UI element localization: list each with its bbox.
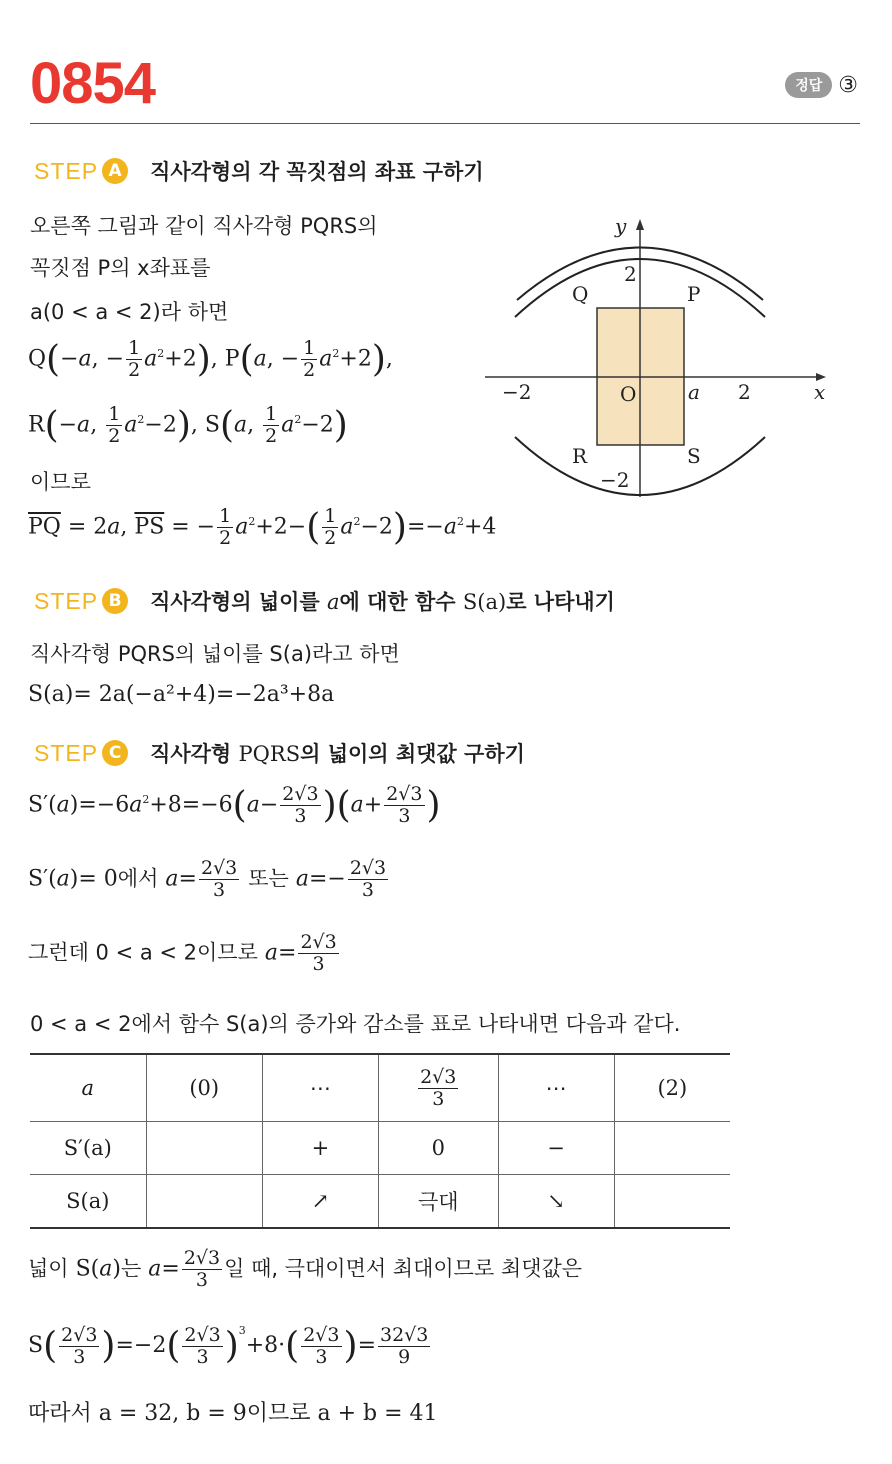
- step-a-heading: [34, 156, 484, 186]
- curve-lower: [515, 437, 765, 495]
- header-divider: [30, 123, 860, 124]
- table-cell: 극대: [378, 1175, 498, 1229]
- step-word: STEP: [34, 587, 99, 614]
- final-answer: 따라서 a = 32, b = 9이므로 a + b = 41: [28, 1401, 438, 1426]
- step-c-heading: [34, 738, 525, 768]
- problem-number: 0854: [30, 51, 156, 116]
- step-a-line2: 꼭짓점 P의 x좌표를: [30, 256, 211, 280]
- coords-qp: Q(−a, − $\frac{1}{2}$ $a^2+2$), P(a, − $\frac{1}{2}$ $a^2+2$),: [28, 337, 393, 381]
- table-cell: ⋯: [262, 1054, 378, 1122]
- label-x-two: 2: [738, 380, 751, 404]
- curve-upper: [515, 259, 765, 317]
- step-a-line1: 오른쪽 그림과 같이 직사각형 PQRS의: [30, 214, 378, 238]
- step-a-title: 직사각형의 각 꼭짓점의 좌표 구하기: [150, 160, 484, 184]
- step-c-title: 직사각형 PQRS의 넓이의 최댓값 구하기: [150, 742, 525, 766]
- graph-main: [480, 205, 840, 505]
- answer-badge: 정답: [785, 72, 832, 98]
- label-s: S: [687, 444, 701, 468]
- step-b-line1: 직사각형 PQRS의 넓이를 S(a)라고 하면: [30, 642, 400, 666]
- however-line: 그런데 0 < a < 2이므로 a= $\frac{2√3}{3}$: [28, 931, 337, 975]
- step-a-line3: a(0 < a < 2)라 하면: [30, 300, 229, 324]
- step-word: STEP: [34, 739, 99, 766]
- step-b-heading: [34, 586, 615, 616]
- table-cell: ⋯: [498, 1054, 614, 1122]
- max-line: 넓이 S(a)는 a= $\frac{2√3}{3}$ 일 때, 극대이면서 최대이므로 최댓값은: [28, 1247, 583, 1291]
- answer-value: ③: [838, 72, 858, 98]
- step-letter-c: C: [102, 740, 128, 766]
- label-a: a: [688, 380, 700, 404]
- label-p: P: [687, 282, 701, 306]
- table-cell: ↘: [498, 1175, 614, 1229]
- answer-box: [785, 72, 858, 98]
- table-cell: ↗: [262, 1175, 378, 1229]
- table-cell: (2): [614, 1054, 730, 1122]
- table-row: [30, 1122, 730, 1175]
- label-y-two: 2: [624, 262, 637, 286]
- table-cell: $\frac{2√3}{3}$: [378, 1054, 498, 1122]
- coords-rs: R(−a, $\frac{1}{2}$ $a^2-2$), S(a, $\frac{1}{2}$ $a^2-2$): [28, 403, 348, 447]
- label-y: y: [615, 214, 627, 238]
- table-cell: [146, 1122, 262, 1175]
- table-cell: S(a): [30, 1175, 146, 1229]
- label-origin: O: [620, 382, 637, 406]
- table-row: [30, 1054, 730, 1122]
- table-cell: 0: [378, 1122, 498, 1175]
- table-cell: (0): [146, 1054, 262, 1122]
- table-cell: −: [498, 1122, 614, 1175]
- critical-points: S′(a)= 0에서 a= $\frac{2√3}{3}$ 또는 a=− $\frac{2√3}{3}$: [28, 857, 387, 901]
- label-q: Q: [572, 282, 589, 306]
- step-letter-b: B: [102, 588, 128, 614]
- step-b-title: 직사각형의 넓이를 a에 대한 함수 S(a)로 나타내기: [150, 590, 615, 614]
- table-cell: a: [30, 1054, 146, 1122]
- label-y-neg-two: −2: [600, 468, 630, 492]
- step-word: STEP: [34, 157, 99, 184]
- table-cell: +: [262, 1122, 378, 1175]
- table-cell: [146, 1175, 262, 1229]
- table-intro: 0 < a < 2에서 함수 S(a)의 증가와 감소를 표로 나타내면 다음과 같다.: [30, 1012, 681, 1036]
- derivative-eq: $S'(a)=-6a^2+8=-6(a-$ $\frac{2√3}{3}$ )(a+ $\frac{2√3}{3}$ ): [28, 783, 441, 827]
- label-x: x: [814, 380, 826, 404]
- table-cell: [614, 1175, 730, 1229]
- label-r: R: [572, 444, 588, 468]
- step-letter-a: A: [102, 158, 128, 184]
- step-b-equation: S(a)= 2a(−a²+4)=−2a³+8a: [28, 682, 335, 707]
- table-cell: [614, 1122, 730, 1175]
- max-value-eq: S( $\frac{2√3}{3}$ )=−2( $\frac{2√3}{3}$ )$^3$+8·( $\frac{2√3}{3}$ )= $\frac{32√3}{9}$: [28, 1323, 429, 1368]
- sign-table: [30, 1053, 730, 1229]
- table-row: [30, 1175, 730, 1229]
- table-cell: S′(a): [30, 1122, 146, 1175]
- side-lengths: $\overline{PQ} = 2a$, $\overline{PS}$ = − $\frac{1}{2}$ $a^2+2-$( $\frac{1}{2}$ $a^2-2)=-a^2+4$: [28, 505, 497, 549]
- step-a-then: 이므로: [30, 470, 91, 494]
- label-x-neg-two: −2: [502, 380, 532, 404]
